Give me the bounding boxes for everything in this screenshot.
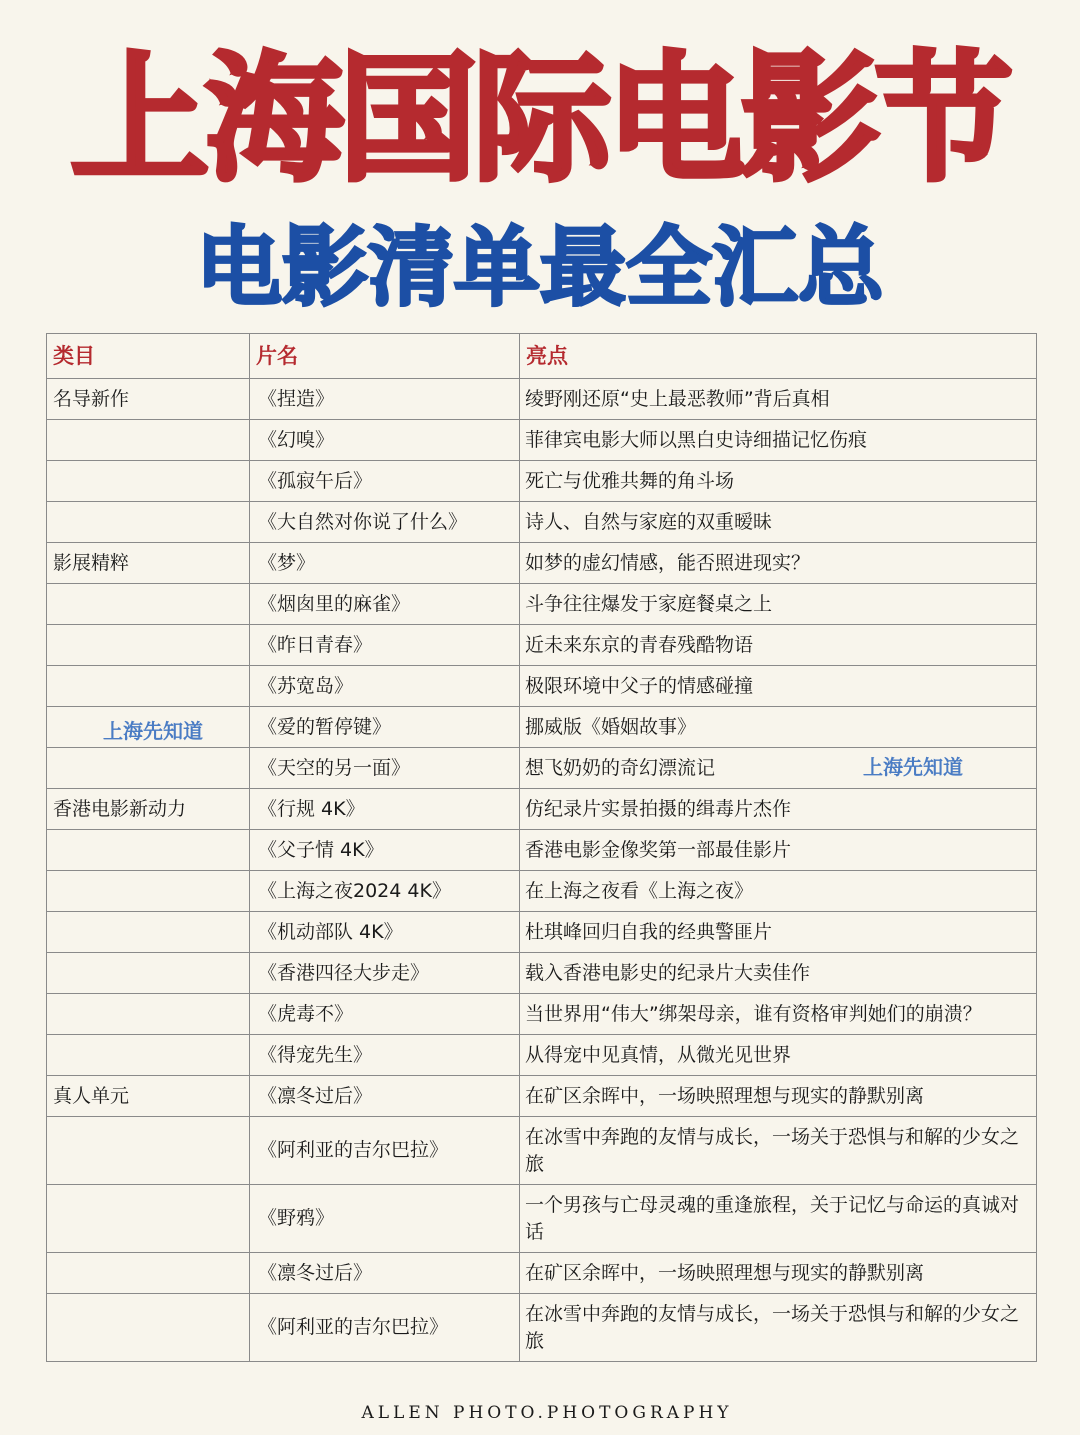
- title-cell: 《昨日青春》: [250, 625, 520, 666]
- highlight-cell: 如梦的虚幻情感，能否照进现实？: [520, 543, 1037, 584]
- title-cell: 《梦》: [250, 543, 520, 584]
- highlight-cell: 诗人、自然与家庭的双重暧昧: [520, 502, 1037, 543]
- table-row: [47, 1117, 1037, 1185]
- title-cell: 《凛冬过后》: [250, 1076, 520, 1117]
- highlight-cell: 想飞奶奶的奇幻漂流记: [520, 748, 1037, 789]
- table-row: [47, 1035, 1037, 1076]
- table-row: [47, 953, 1037, 994]
- highlight-cell: 挪威版《婚姻故事》: [520, 707, 1037, 748]
- category-cell: [47, 1253, 250, 1294]
- table-row: [47, 666, 1037, 707]
- title-cell: 《得宠先生》: [250, 1035, 520, 1076]
- category-cell: [47, 420, 250, 461]
- category-cell: [47, 912, 250, 953]
- table-row: [47, 1294, 1037, 1362]
- category-cell: [47, 1035, 250, 1076]
- table-row: [47, 461, 1037, 502]
- category-cell: 影展精粹: [47, 543, 250, 584]
- title-cell: 《香港四径大步走》: [250, 953, 520, 994]
- category-cell: [47, 502, 250, 543]
- title-cell: 《凛冬过后》: [250, 1253, 520, 1294]
- category-cell: [47, 953, 250, 994]
- highlight-cell: 一个男孩与亡母灵魂的重逢旅程，关于记忆与命运的真诚对话: [520, 1185, 1037, 1253]
- film-list-table: [46, 333, 1037, 1362]
- highlight-cell: 香港电影金像奖第一部最佳影片: [520, 830, 1037, 871]
- highlight-cell: 在冰雪中奔跑的友情与成长，一场关于恐惧与和解的少女之旅: [520, 1294, 1037, 1362]
- watermark-text: 上海先知道: [863, 755, 963, 779]
- category-cell: [47, 748, 250, 789]
- highlight-cell: 极限环境中父子的情感碰撞: [520, 666, 1037, 707]
- category-cell: [47, 830, 250, 871]
- title-cell: 《机动部队 4K》: [250, 912, 520, 953]
- highlight-cell: 在矿区余晖中，一场映照理想与现实的静默别离: [520, 1253, 1037, 1294]
- table-row: [47, 625, 1037, 666]
- category-cell: [47, 1185, 250, 1253]
- table-row: [47, 379, 1037, 420]
- table-row: [47, 830, 1037, 871]
- category-cell: [47, 871, 250, 912]
- category-cell: 真人单元: [47, 1076, 250, 1117]
- table-header-row: [47, 334, 1037, 379]
- title-cell: 《野鸦》: [250, 1185, 520, 1253]
- table-row: [47, 912, 1037, 953]
- title-cell: 《烟囱里的麻雀》: [250, 584, 520, 625]
- page-subtitle: 电影清单最全汇总: [196, 218, 884, 318]
- highlight-cell: 在冰雪中奔跑的友情与成长，一场关于恐惧与和解的少女之旅: [520, 1117, 1037, 1185]
- table-row: [47, 420, 1037, 461]
- title-cell: 《阿利亚的吉尔巴拉》: [250, 1117, 520, 1185]
- title-cell: 《行规 4K》: [250, 789, 520, 830]
- table-row: [47, 543, 1037, 584]
- title-cell: 《大自然对你说了什么》: [250, 502, 520, 543]
- table-row: [47, 502, 1037, 543]
- highlight-cell: 当世界用“伟大”绑架母亲，谁有资格审判她们的崩溃？: [520, 994, 1037, 1035]
- title-cell: 《苏宽岛》: [250, 666, 520, 707]
- highlight-cell: 斗争往往爆发于家庭餐桌之上: [520, 584, 1037, 625]
- category-cell: 名导新作: [47, 379, 250, 420]
- highlight-cell: 绫野刚还原“史上最恶教师”背后真相: [520, 379, 1037, 420]
- highlight-cell: 在矿区余晖中，一场映照理想与现实的静默别离: [520, 1076, 1037, 1117]
- category-cell: [47, 666, 250, 707]
- category-cell: [47, 625, 250, 666]
- table-row: [47, 1076, 1037, 1117]
- category-cell: [47, 994, 250, 1035]
- highlight-cell: 近未来东京的青春残酷物语: [520, 625, 1037, 666]
- title-cell: 《上海之夜2024 4K》: [250, 871, 520, 912]
- table-row: [47, 1253, 1037, 1294]
- title-cell: 《天空的另一面》: [250, 748, 520, 789]
- title-cell: 《爱的暂停键》: [250, 707, 520, 748]
- title-cell: 《孤寂午后》: [250, 461, 520, 502]
- title-cell: 《父子情 4K》: [250, 830, 520, 871]
- page-title: 上海国际电影节: [70, 39, 1009, 200]
- highlight-cell: 从得宠中见真情，从微光见世界: [520, 1035, 1037, 1076]
- highlight-cell: 死亡与优雅共舞的角斗场: [520, 461, 1037, 502]
- highlight-cell: 杜琪峰回归自我的经典警匪片: [520, 912, 1037, 953]
- title-cell: 《幻嗅》: [250, 420, 520, 461]
- header-title: 片名: [250, 334, 520, 379]
- title-cell: 《阿利亚的吉尔巴拉》: [250, 1294, 520, 1362]
- table-row: [47, 584, 1037, 625]
- highlight-cell: 仿纪录片实景拍摄的缉毒片杰作: [520, 789, 1037, 830]
- category-cell: [47, 1294, 250, 1362]
- category-cell: [47, 584, 250, 625]
- category-cell: [47, 1117, 250, 1185]
- title-cell: 《捏造》: [250, 379, 520, 420]
- highlight-cell: 在上海之夜看《上海之夜》: [520, 871, 1037, 912]
- header-highlight: 亮点: [520, 334, 1037, 379]
- header-category: 类目: [47, 334, 250, 379]
- footer-credit: ALLEN PHOTO.PHOTOGRAPHY: [361, 1403, 733, 1423]
- category-cell: 香港电影新动力: [47, 789, 250, 830]
- table-row: [47, 871, 1037, 912]
- table-row: [47, 789, 1037, 830]
- table-row: [47, 994, 1037, 1035]
- highlight-cell: 菲律宾电影大师以黑白史诗细描记忆伤痕: [520, 420, 1037, 461]
- category-cell: [47, 461, 250, 502]
- watermark-text: 上海先知道: [103, 719, 203, 743]
- table-row: [47, 1185, 1037, 1253]
- highlight-cell: 载入香港电影史的纪录片大卖佳作: [520, 953, 1037, 994]
- title-cell: 《虎毒不》: [250, 994, 520, 1035]
